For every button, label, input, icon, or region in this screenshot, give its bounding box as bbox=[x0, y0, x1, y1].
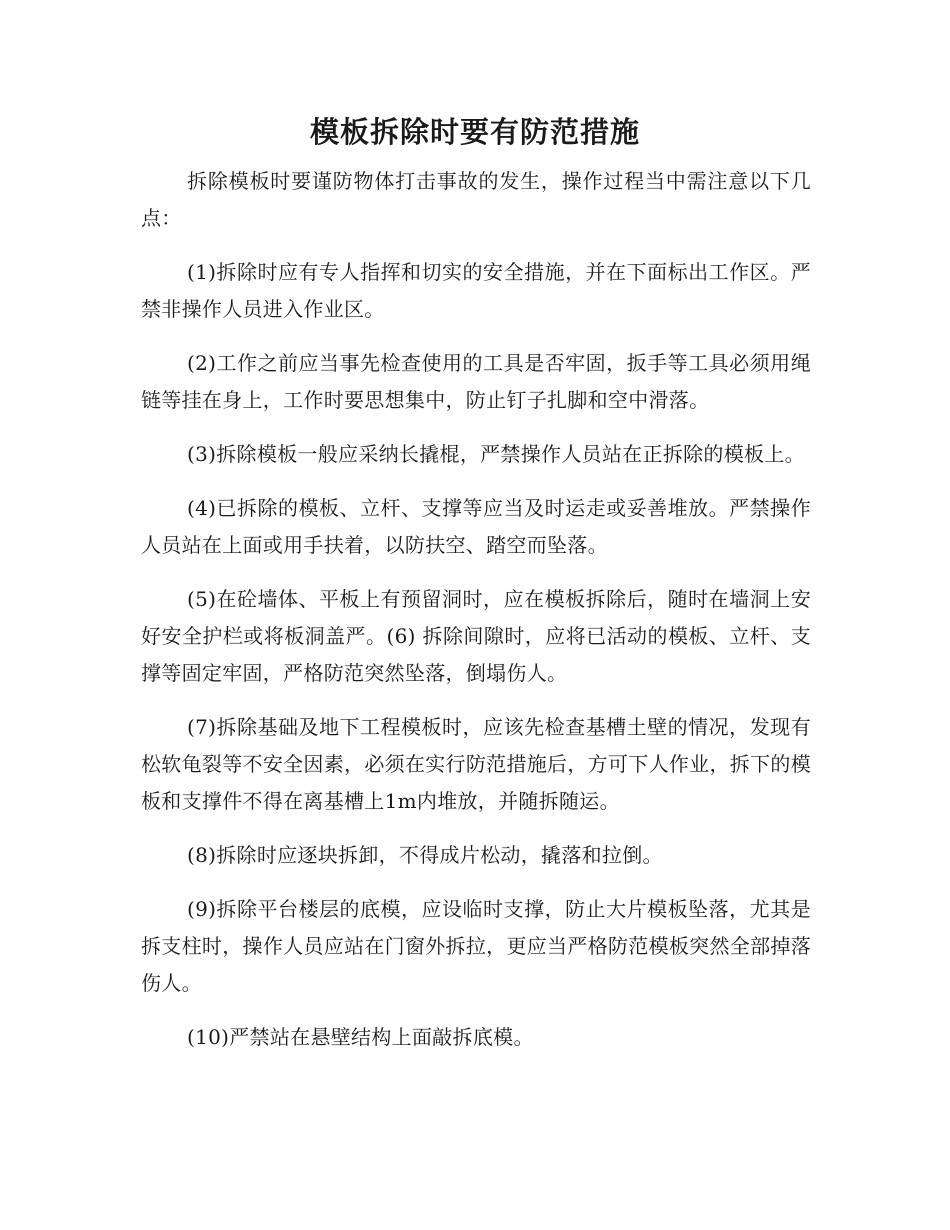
item-paragraph-1: (1)拆除时应有专人指挥和切实的安全措施，并在下面标出工作区。严禁非操作人员进入作业区。 bbox=[141, 260, 811, 321]
item-paragraph-3: (3)拆除模板一般应采纳长撬棍，严禁操作人员站在正拆除的模板上。 bbox=[187, 442, 805, 466]
item-paragraph-10: (10)严禁站在悬壁结构上面敲拆底模。 bbox=[187, 1025, 534, 1049]
item-paragraph-5-6: (5)在砼墙体、平板上有预留洞时，应在模板拆除后，随时在墙洞上安好安全护栏或将板洞盖严。(6) 拆除间隙时，应将已活动的模板、立杆、支撑等固定牢固，严格防范突然坠落，倒塌伤人。 bbox=[141, 587, 811, 685]
item-paragraph-8: (8)拆除时应逐块拆卸，不得成片松动，撬落和拉倒。 bbox=[187, 843, 663, 867]
intro-paragraph: 拆除模板时要谨防物体打击事故的发生，操作过程当中需注意以下几点： bbox=[141, 169, 811, 230]
document-title: 模板拆除时要有防范措施 bbox=[309, 115, 640, 149]
document-body bbox=[141, 163, 811, 1073]
item-paragraph-7: (7)拆除基础及地下工程模板时，应该先检查基槽土壁的情况，发现有松软龟裂等不安全因素，必须在实行防范措施后，方可下人作业，拆下的模板和支撑件不得在离基槽上1m内堆放，并随拆随运。 bbox=[141, 715, 811, 813]
item-paragraph-9: (9)拆除平台楼层的底模，应设临时支撑，防止大片模板坠落，尤其是拆支柱时，操作人员应站在门窗外拆拉，更应当严格防范模板突然全部掉落伤人。 bbox=[141, 897, 811, 995]
item-paragraph-2: (2)工作之前应当事先检查使用的工具是否牢固，扳手等工具必须用绳链等挂在身上，工作时要思想集中，防止钉子扎脚和空中滑落。 bbox=[141, 351, 811, 412]
item-paragraph-4: (4)已拆除的模板、立杆、支撑等应当及时运走或妥善堆放。严禁操作人员站在上面或用手扶着，以防扶空、踏空而坠落。 bbox=[141, 496, 811, 557]
